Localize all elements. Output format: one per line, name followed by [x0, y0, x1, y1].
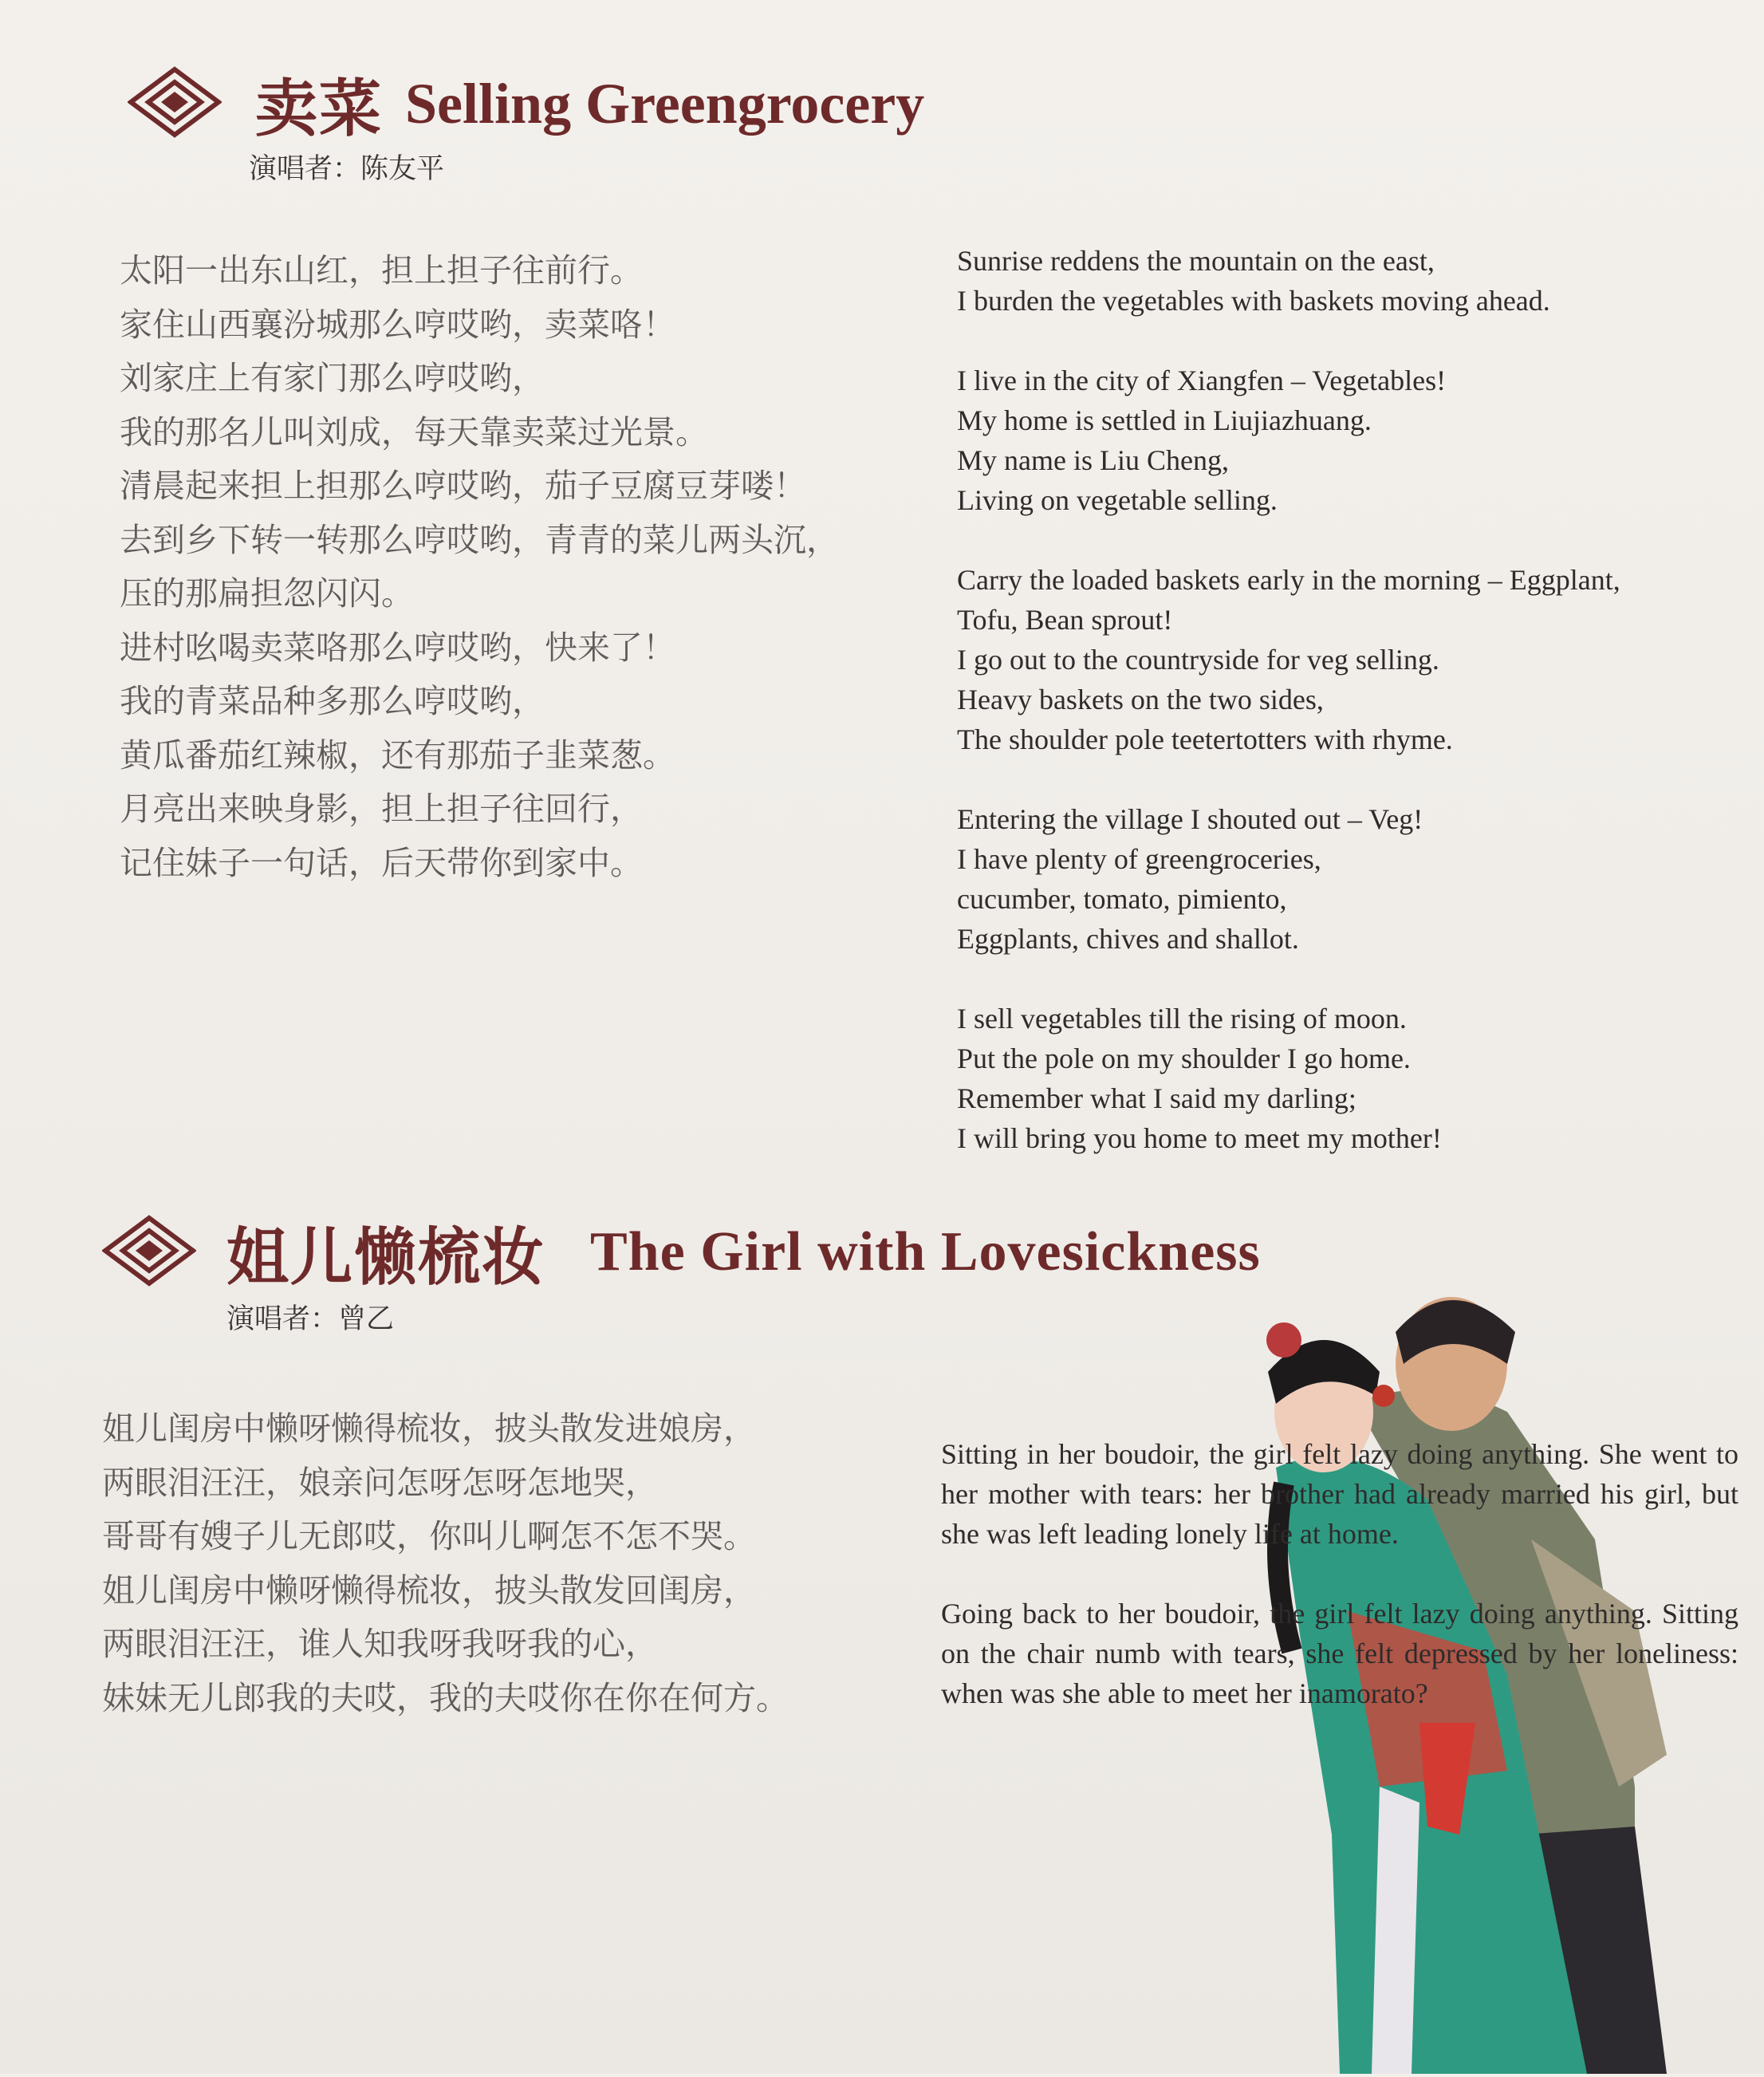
lyric-line: 清晨起来担上担那么哼哎哟，茄子豆腐豆芽喽！: [120, 467, 806, 505]
lyric-line: Eggplants, chives and shallot.: [957, 923, 1299, 955]
lyric-line: I live in the city of Xiangfen – Vegetables!: [957, 365, 1447, 396]
lyric-line: 我的青菜品种多那么哼哎哟，: [120, 682, 545, 720]
title-chinese: 姐儿懒梳妆: [226, 1221, 546, 1294]
lyric-line: cucumber, tomato, pimiento,: [957, 883, 1287, 915]
lyric-line: My home is settled in Liujiazhuang.: [957, 404, 1372, 436]
lyric-line: 我的那名儿叫刘成，每天靠卖菜过光景。: [120, 412, 708, 451]
lyric-line: Sunrise reddens the mountain on the east,: [957, 245, 1435, 277]
lyric-line: I will bring you home to meet my mother!: [957, 1122, 1442, 1154]
lyrics-english: [957, 241, 1746, 1198]
lyric-line: 压的那扁担忽闪闪。: [120, 574, 414, 613]
lyric-line: My name is Liu Cheng,: [957, 444, 1229, 476]
lyric-line: I go out to the countryside for veg selling.: [957, 644, 1439, 676]
lyric-line: Carry the loaded baskets early in the morning – Eggplant,: [957, 564, 1620, 596]
diamond-ornament-icon: [128, 66, 222, 141]
lyric-line: Tofu, Bean sprout!: [957, 604, 1173, 636]
lyric-line: Living on vegetable selling.: [957, 484, 1278, 516]
lyric-line: 两眼泪汪汪，谁人知我呀我呀我的心，: [102, 1625, 658, 1663]
lyric-line: I have plenty of greengroceries,: [957, 843, 1321, 875]
lyrics-english: [941, 1434, 1738, 1753]
title-english: Selling Greengrocery: [405, 71, 925, 136]
lyric-line: The shoulder pole teetertotters with rhyme.: [957, 723, 1453, 755]
lyrics-chinese: [120, 244, 839, 890]
singer-credit: 演唱者：陈友平: [249, 153, 445, 185]
lyric-line: Heavy baskets on the two sides,: [957, 684, 1324, 715]
lyric-line: Put the pole on my shoulder I go home.: [957, 1042, 1411, 1074]
lyric-line: 姐儿闺房中懒呀懒得梳妆，披头散发回闺房，: [102, 1571, 756, 1610]
lyric-line: 去到乡下转一转那么哼哎哟，青青的菜儿两头沉，: [120, 520, 839, 559]
song-title: [128, 59, 924, 148]
lyric-line: I sell vegetables till the rising of moon.: [957, 1003, 1407, 1035]
lyric-line: I burden the vegetables with baskets moving ahead.: [957, 285, 1550, 317]
lyric-line: Remember what I said my darling;: [957, 1082, 1356, 1114]
lyric-line: 记住妹子一句话，后天带你到家中。: [120, 843, 643, 882]
title-chinese: 卖菜: [255, 73, 384, 145]
lyric-line: 两眼泪汪汪，娘亲问怎呀怎呀怎地哭，: [102, 1463, 658, 1502]
lyric-line: 姐儿闺房中懒呀懒得梳妆，披头散发进娘房，: [102, 1409, 756, 1448]
lyric-line: 月亮出来映身影，担上担子往回行，: [120, 790, 643, 828]
lyric-stanza: [957, 361, 1746, 520]
lyric-line: 进村吆喝卖菜咯那么哼哎哟，快来了！: [120, 628, 675, 667]
lyric-line: Entering the village I shouted out – Veg!: [957, 803, 1423, 835]
lyric-line: 刘家庄上有家门那么哼哎哟，: [120, 359, 545, 397]
lyric-paragraph: Going back to her boudoir, the girl felt lazy doing anything. Sitting on the chair numb with tears, she felt depressed by her loneliness: when was she able to meet her inamorato?: [941, 1598, 1738, 1709]
diamond-ornament-icon: [102, 1215, 196, 1290]
lyric-stanza: [957, 799, 1746, 959]
lyric-stanza: [957, 560, 1746, 759]
title-english: The Girl with Lovesickness: [590, 1221, 1261, 1283]
lyric-paragraph: Sitting in her boudoir, the girl felt lazy doing anything. She went to her mother with tears: her brother had already married his girl, but she was left leading lonely life at home.: [941, 1438, 1738, 1550]
lyric-line: 太阳一出东山红，担上担子往前行。: [120, 251, 643, 290]
lyric-line: 妹妹无儿郎我的夫哎，我的夫哎你在你在何方。: [102, 1678, 789, 1717]
lyrics-chinese: [102, 1402, 789, 1725]
lyric-line: 哥哥有嫂子儿无郎哎，你叫儿啊怎不怎不哭。: [102, 1517, 756, 1555]
lyric-line: 家住山西襄汾城那么哼哎哟，卖菜咯！: [120, 305, 675, 344]
lyric-stanza: [957, 241, 1746, 321]
lyric-stanza: [957, 999, 1746, 1158]
singer-credit: 演唱者：曾乙: [226, 1303, 395, 1335]
song-title: [102, 1208, 1261, 1297]
lyric-line: 黄瓜番茄红辣椒，还有那茄子韭菜葱。: [120, 735, 675, 774]
